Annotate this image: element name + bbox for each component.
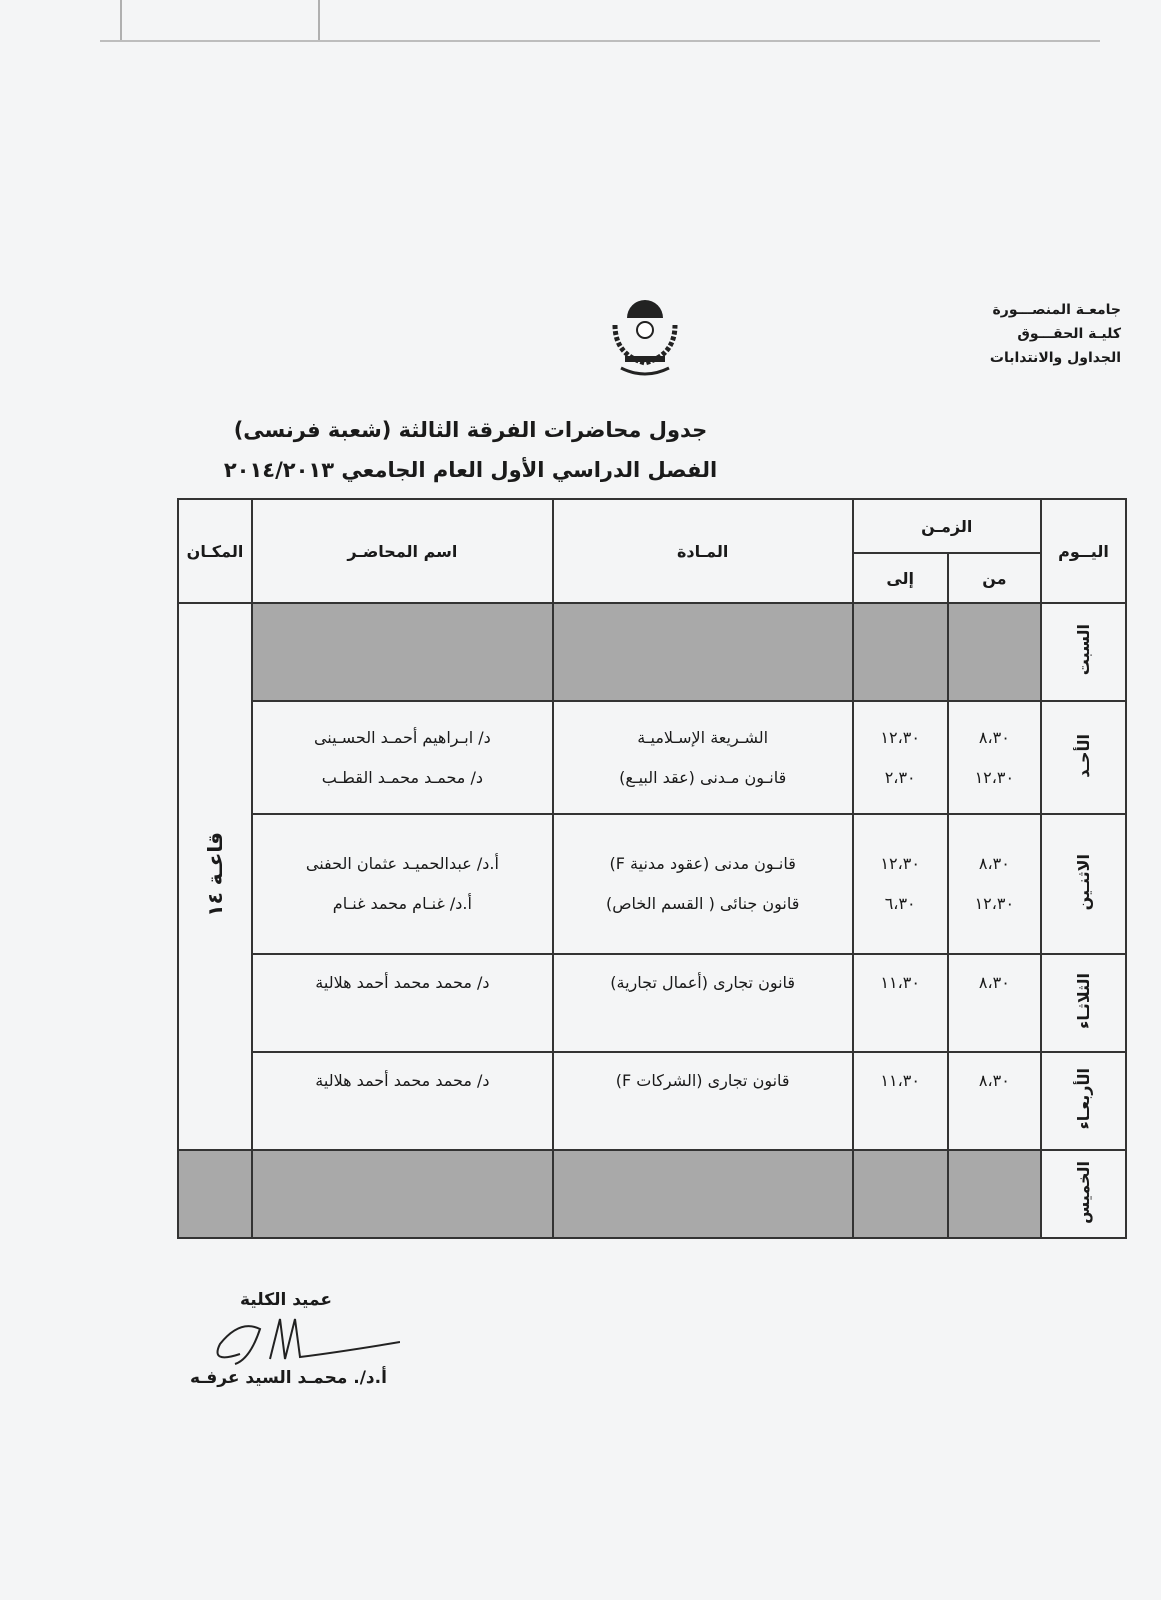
from-cell: ٨،٣٠ ١٢،٣٠ [948,814,1041,954]
place-cell: قاعـة ١٤ [178,603,252,1150]
table-row [178,701,1126,814]
from-cell: ٨،٣٠ [948,1052,1041,1150]
from-cell: ٨،٣٠ ١٢،٣٠ [948,701,1041,814]
scan-artifact [120,0,122,40]
lecturer-cell: أ.د/ عبدالحميـد عثمان الحفنى أ.د/ غنـام محمد غنـام [252,814,553,954]
place-cell [178,1150,252,1238]
table-row [178,954,1126,1052]
day-cell: السبت [1041,603,1126,701]
subject-cell: قانـون مدنى (عقود مدنية F) قانون جنائى ( القسم الخاص) [553,814,853,954]
to-cell [853,603,948,701]
to-cell: ١٢،٣٠ ٦،٣٠ [853,814,948,954]
table-row [178,1150,1126,1238]
subject-cell: قانون تجارى (الشركات F) [553,1052,853,1150]
signature-name: أ.د/. محمـد السيد عرفـه [190,1368,387,1388]
to-cell: ١١،٣٠ [853,1052,948,1150]
header-to: إلى [853,553,948,603]
table-row [178,814,1126,954]
faculty-name: كليـة الحقـــوق [1017,326,1121,342]
header-time: الزمـن [853,499,1041,553]
header-day: اليــوم [1041,499,1126,603]
header-place: المكـان [178,499,252,603]
scan-artifact [318,0,320,40]
lecturer-cell: د/ محمد محمد أحمد هلالية [252,1052,553,1150]
schedule-table [177,498,1127,1239]
lecturer-cell [252,603,553,701]
day-cell: الأحـد [1041,701,1126,814]
signature-title: عميد الكلية [240,1290,332,1310]
handwritten-signature [200,1314,400,1374]
day-cell: الثلاثـاء [1041,954,1126,1052]
day-cell: الأربعـاء [1041,1052,1126,1150]
subject-cell: قانون تجارى (أعمال تجارية) [553,954,853,1052]
university-name: جامعـة المنصـــورة [992,302,1121,318]
from-cell [948,1150,1041,1238]
scan-edge-line [100,40,1100,42]
page-title: جدول محاضرات الفرقة الثالثة (شعبة فرنسى) [233,418,708,442]
table-row [178,1052,1126,1150]
subject-cell: الشـريعة الإسـلاميـة قانـون مـدنى (عقد البيـع) [553,701,853,814]
page-subtitle: الفصل الدراسي الأول العام الجامعي ٢٠١٤/٢٠١٣ [223,458,718,482]
header-subject: المـادة [553,499,853,603]
table-row [178,603,1126,701]
header-block [990,298,1121,370]
from-cell: ٨،٣٠ [948,954,1041,1052]
to-cell: ١٢،٣٠ ٢،٣٠ [853,701,948,814]
university-logo [605,290,685,380]
day-cell: الاثنـين [1041,814,1126,954]
header-lecturer: اسم المحاضـر [252,499,553,603]
lecturer-cell: د/ ابـراهيم أحمـد الحسـينى د/ محمـد محمـد القطـب [252,701,553,814]
department-name: الجداول والانتدابات [989,350,1121,366]
to-cell [853,1150,948,1238]
lecturer-cell [252,1150,553,1238]
subject-cell [553,1150,853,1238]
day-cell: الخميس [1041,1150,1126,1238]
header-from: من [948,553,1041,603]
lecturer-cell: د/ محمد محمد أحمد هلالية [252,954,553,1052]
from-cell [948,603,1041,701]
to-cell: ١١،٣٠ [853,954,948,1052]
subject-cell [553,603,853,701]
